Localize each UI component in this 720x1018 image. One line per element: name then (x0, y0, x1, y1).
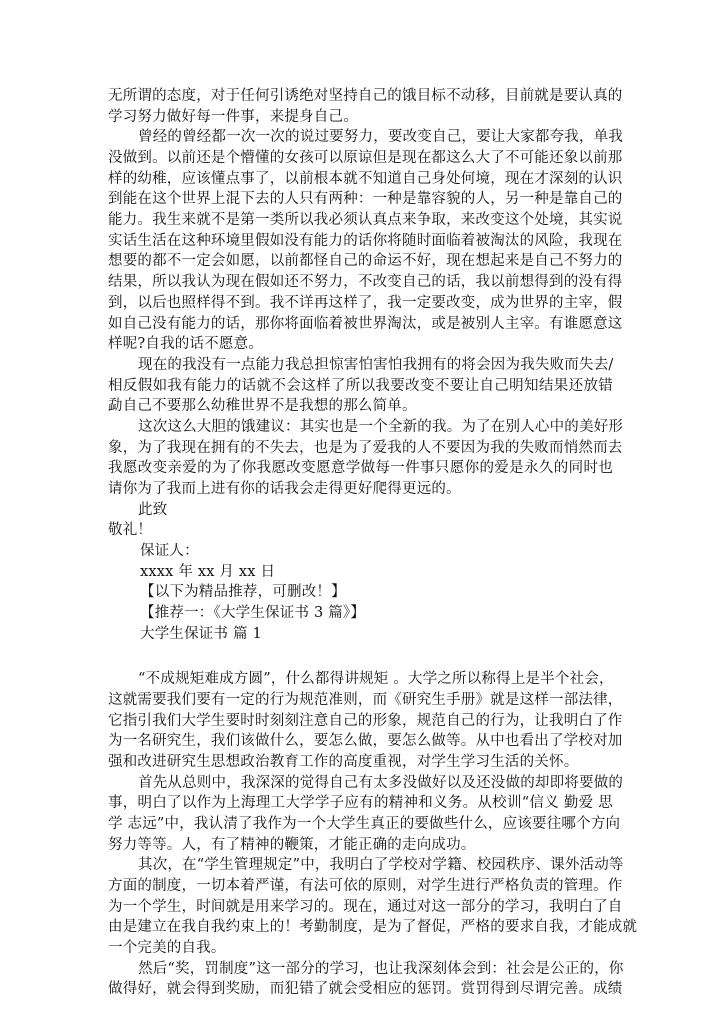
text-line: 没做到。以前还是个懵懂的女孩可以原谅但是现在都这么大了不可能还象以前那 (108, 150, 623, 166)
recommend-note: 【以下为精品推荐，可删改！】 (140, 584, 346, 600)
text-line: 方面的制度，一切本着严谨，有法可依的原则，对学生进行严格负责的管理。作 (108, 878, 623, 894)
text-line: 结果，所以我认为现在假如还不努力，不改变自己的话，我以前想得到的没有得 (108, 274, 623, 290)
text-line: 其次，在“学生管理规定”中，我明白了学校对学籍、校园秩序、课外活动等 (138, 857, 624, 873)
text-line: 实话生活在这种环境里假如没有能力的话你将随时面临着被淘汰的风险，我现在 (108, 233, 623, 249)
text-line: 能力。我生来就不是第一类所以我必须认真点来争取，来改变这个处境，其实说 (108, 212, 623, 228)
text-line: 样呢?自我的话不愿意。 (108, 336, 263, 352)
text-line: 它指引我们大学生要时时刻刻注意自己的形象，规范自己的行为，让我明白了作 (108, 713, 623, 729)
text-line: 我愿改变亲爱的为了你我愿改变愿意学做每一件事只愿你的爱是永久的同时也 (108, 460, 613, 476)
text-line: 这就需要我们要有一定的行为规范准则，而《研究生手册》就是这样一部法律， (108, 692, 623, 708)
text-line: 想要的都不一定会如愿，以前都怪自己的命运不好，现在想起来是自己不努力的 (108, 253, 623, 269)
text-line: 学习努力做好每一件事，来提身自己。 (108, 109, 358, 125)
text-line: 为一名研究生，我们该做什么，要怎么做，要怎么做等。从中也看出了学校对加 (108, 733, 623, 749)
text-line: 到，以后也照样得不到。我不详再这样了，我一定要改变，成为世界的主宰，假 (108, 295, 623, 311)
closing-line: 此致 (138, 502, 168, 518)
guarantor-label: 保证人： (140, 543, 199, 559)
text-line: 请你为了我而上进有你的话我会走得更好爬得更远的。 (108, 481, 461, 497)
text-line: “不成规矩难成方圆”，什么都得讲规矩 。大学之所以称得上是半个社会， (138, 671, 614, 687)
text-line: 由是建立在我自我约束上的！考勤制度，是为了督促，严格的要求自我，才能成就 (108, 919, 638, 935)
text-line: 首先从总则中，我深深的觉得自己有太多没做好以及还没做的却即将要做的 (138, 775, 624, 791)
text-line: 为一个学生，时间就是用来学习的。现在，通过对这一部分的学习，我明白了自 (108, 899, 623, 915)
closing-line: 敬礼！ (108, 522, 153, 538)
text-line: 曾经的曾经都一次一次的说过要努力，要改变自己，要让大家都夸我，单我 (138, 129, 624, 145)
text-line: 做得好，就会得到奖励，而犯错了就会受相应的惩罚。赏罚得到尽谓完善。成绩 (108, 981, 623, 997)
text-line: 这次这么大胆的饿建议：其实也是一个全新的我。为了在别人心中的美好形 (138, 419, 624, 435)
text-line: 相反假如我有能力的话就不会这样了所以我要改变不要让自己明知结果还放错 (108, 378, 613, 394)
recommend-title: 【推荐一：《大学生保证书 3 篇》】 (140, 605, 366, 621)
text-line: 一个完美的自我。 (108, 940, 226, 956)
text-line: 如自己没有能力的话，那你将面临着被世界淘汰，或是被别人主宰。有谁愿意这 (108, 316, 623, 332)
date-line: xxxx 年 xx 月 xx 日 (140, 564, 276, 580)
text-line: 然后“奖，罚制度”这一部分的学习，也让我深刻体会到：社会是公正的，你 (138, 961, 624, 977)
text-line: 学 志远”中，我认清了我作为一个大学生真正的要做些什么，应该要往哪个方向 (108, 816, 621, 832)
text-line: 事，明白了以作为上海理工大学学子应有的精神和义务。从校训“信义 勤爱 思 (108, 795, 613, 811)
text-line: 样的幼稚，应该懂点事了，以前根本就不知道自己身处何境，现在才深刻的认识 (108, 171, 623, 187)
section-heading: 大学生保证书 篇 1 (140, 626, 262, 642)
text-line: 努力等等。人，有了精神的鞭策，才能正确的走向成功。 (108, 837, 476, 853)
text-line: 象，为了我现在拥有的不失去，也是为了爱我的人不要因为我的失败而悄然而去 (108, 440, 623, 456)
text-line: 到能在这个世界上混下去的人只有两种：一种是靠容貌的人，另一种是靠自己的 (108, 191, 623, 207)
text-line: 强和改进研究生思想政治教育工作的高度重视，对学生学习生活的关怀。 (108, 754, 579, 770)
text-line: 现在的我没有一点能力我总担惊害怕害怕我拥有的将会因为我失败而失去/ (138, 357, 614, 373)
text-line: 勐自己不要那么幼稚世界不是我想的那么简单。 (108, 398, 417, 414)
text-line: 无所谓的态度，对于任何引诱绝对坚持自己的饿目标不动移，目前就是要认真的 (108, 88, 623, 104)
